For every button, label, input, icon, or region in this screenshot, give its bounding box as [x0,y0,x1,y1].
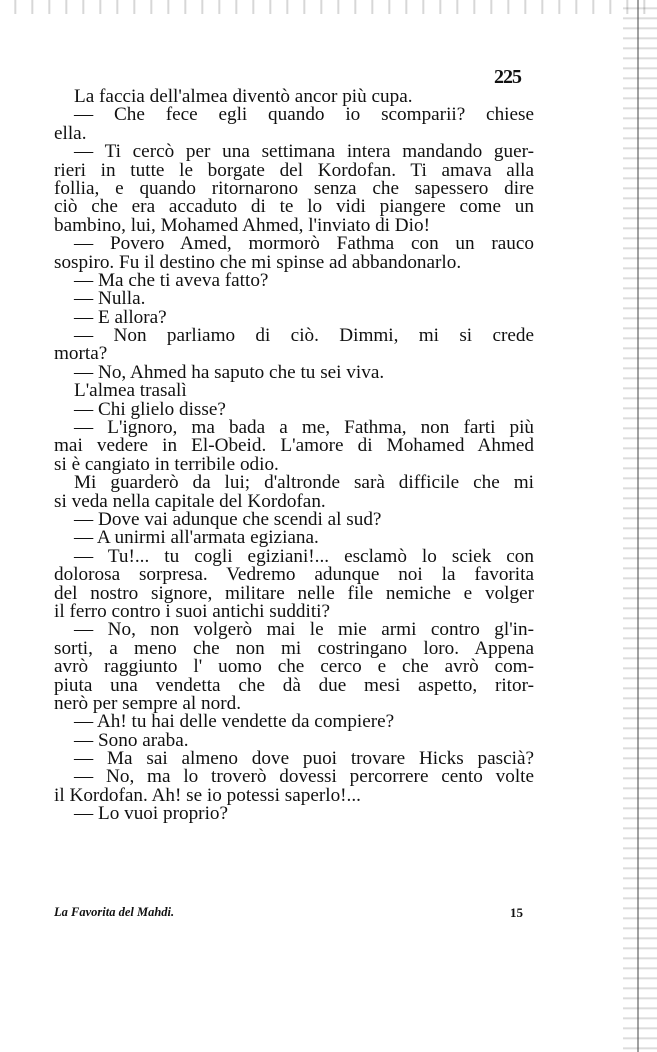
text-line: morta? [54,343,108,365]
text-line: — Tu!... tu cogli egiziani!... esclamò lo sciek con [74,545,534,567]
page-number: 225 [494,66,521,88]
page-right-edge [623,0,657,1052]
text-line: nerò per sempre al nord. [54,692,242,714]
body-text [54,88,534,824]
text-line: — Lo vuoi proprio? [74,803,229,825]
footer-signature: 15 [510,905,523,920]
text-line: dolorosa sorpresa. Vedremo adunque noi la favorita [54,564,534,586]
text-line: — Dove vai adunque che scendi al sud? [74,508,382,530]
text-line: — No, non volgerò mai le mie armi contro gl'in- [74,619,534,641]
text-line: — Chi glielo disse? [74,398,226,420]
text-line: sospiro. Fu il destino che mi spinse ad abbandonarlo. [54,251,462,273]
text-line: bambino, lui, Mohamed Ahmed, l'inviato di Dio! [54,214,430,236]
text-line: — Povero Amed, mormorò Fathma con un rauco [74,233,534,255]
text-line: Mi guarderò da lui; d'altronde sarà difficile che mi [74,472,534,494]
text-line: — A unirmi all'armata egiziana. [74,527,319,549]
text-line: mai vedere in El-Obeid. L'amore di Mohamed Ahmed [54,435,534,457]
text-line: — No, Ahmed ha saputo che tu sei viva. [74,361,385,383]
text-line: si veda nella capitale del Kordofan. [54,490,326,512]
text-line: — Ma che ti aveva fatto? [74,269,269,291]
text-line: — Ah! tu hai delle vendette da compiere? [74,711,395,733]
text-line: — No, ma lo troverò dovessi percorrere cento volte [74,766,534,788]
text-line: il Kordofan. Ah! se io potessi saperlo!... [54,784,361,806]
text-line: ella. [54,122,87,144]
page-top-edge [0,0,657,14]
text-line: — Che fece egli quando io scomparii? chiese [74,104,534,126]
text-line: — L'ignoro, ma bada a me, Fathma, non farti più [74,417,534,439]
text-line: ciò che era accaduto di te lo vidi piangere come un [54,196,534,218]
text-line: si è cangiato in terribile odio. [54,453,279,475]
text-line: avrò raggiunto l' uomo che cerco e che avrò com- [54,656,534,678]
text-line: — Ti cercò per una settimana intera mandando guer- [74,141,534,163]
text-line: La faccia dell'almea diventò ancor più cupa. [74,86,413,107]
text-line: — Ma sai almeno dove puoi trovare Hicks pascià? [74,748,534,770]
footer-book-title: La Favorita del Mahdi. [54,905,175,919]
text-line: follia, e quando ritornarono senza che sapessero dire [54,177,534,199]
text-line: il ferro contro i suoi antichi sudditi? [54,600,331,622]
text-line: sorti, a meno che non mi costringano loro. Appena [54,637,534,659]
text-line: — Non parliamo di ciò. Dimmi, mi si crede [74,325,534,347]
text-line: — Sono araba. [74,729,189,751]
text-line: rieri in tutte le borgate del Kordofan. Ti amava alla [54,159,534,181]
text-line: L'almea trasalì [74,380,187,402]
text-line: — Nulla. [74,288,146,310]
text-line: — E allora? [74,306,167,328]
text-line: del nostro signore, militare nelle file nemiche e volger [54,582,534,604]
text-line: piuta una vendetta che dà due mesi aspetto, ritor- [54,674,534,696]
